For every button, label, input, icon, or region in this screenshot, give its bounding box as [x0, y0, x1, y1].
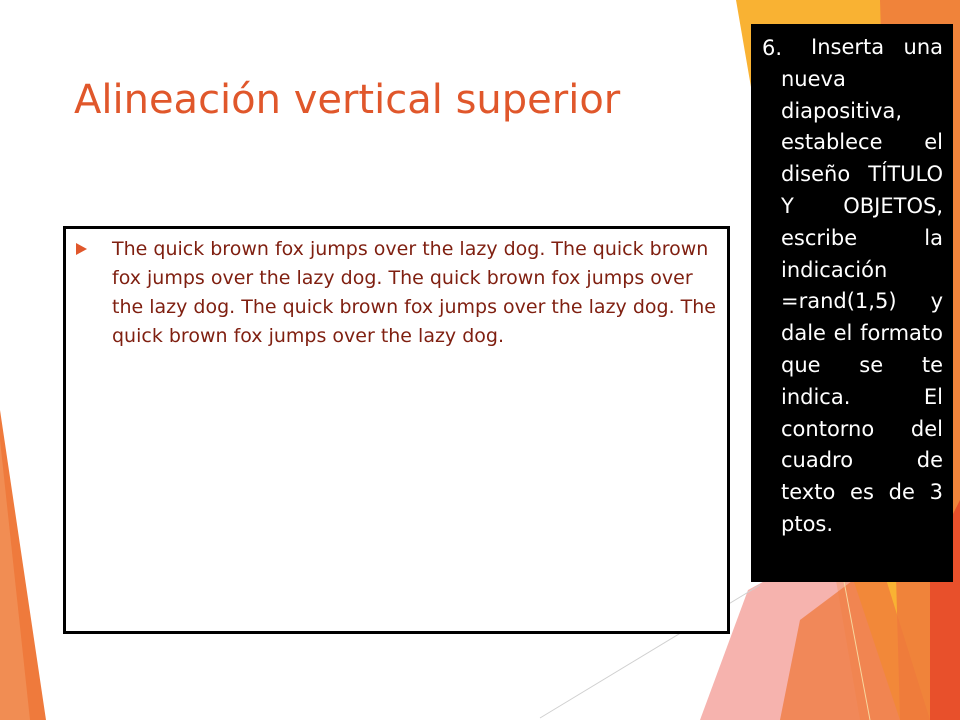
content-text-box[interactable]	[63, 226, 730, 634]
bullet-text: The quick brown fox jumps over the lazy dog. The quick brown fox jumps over the lazy dog. The quick brown fox jumps over the lazy dog. The quick brown fox jumps over the lazy dog. The quick brown fox jumps over the lazy dog.	[112, 238, 716, 347]
instruction-text: Inserta una nueva diapositiva, establece el diseño TÍTULO Y OBJETOS, escribe la indicación =rand(1,5) y dale el formato que se te indica. El contorno del cuadro de texto es de 3 ptos.	[781, 35, 943, 536]
triangle-right-icon	[76, 243, 87, 255]
instruction-number: 6.	[762, 36, 783, 60]
instruction-text-box[interactable]	[751, 24, 953, 582]
left-accent-light-shape	[0, 440, 30, 720]
slide-title[interactable]: Alineación vertical superior	[74, 77, 621, 123]
